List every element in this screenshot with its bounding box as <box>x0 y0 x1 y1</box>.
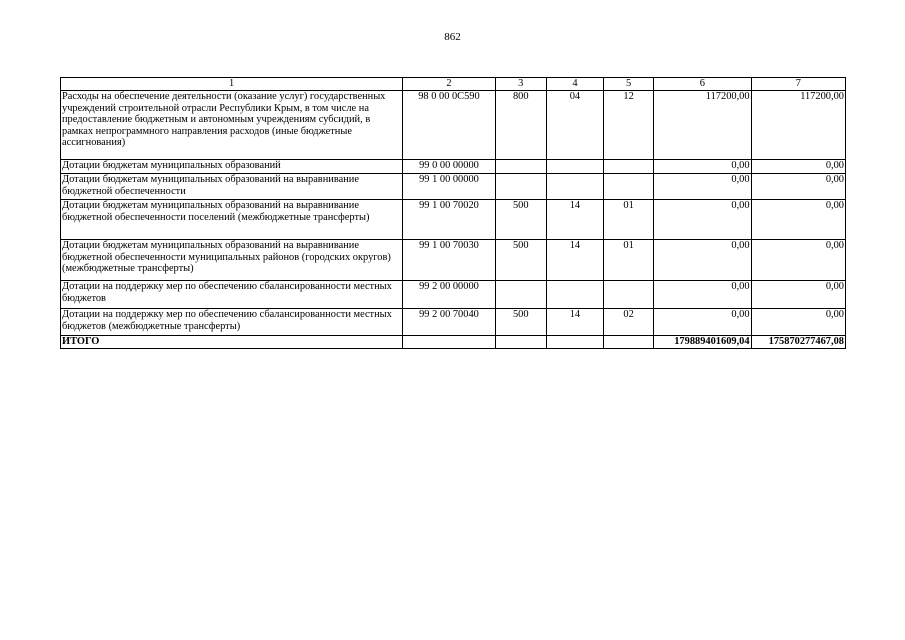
row-col5: 01 <box>604 240 654 281</box>
row-code: 99 0 00 00000 <box>403 160 495 174</box>
row-amount-6: 0,00 <box>654 309 751 336</box>
row-col3 <box>495 281 546 309</box>
row-col4 <box>546 160 603 174</box>
total-row <box>61 336 846 349</box>
row-code: 98 0 00 0С590 <box>403 91 495 160</box>
row-col4: 14 <box>546 200 603 240</box>
row-amount-7: 0,00 <box>751 309 845 336</box>
row-name: Дотации на поддержку мер по обеспечению сбалансированности местных бюджетов <box>61 281 403 309</box>
total-amount-7: 175870277467,08 <box>751 336 845 349</box>
row-amount-7: 0,00 <box>751 160 845 174</box>
row-col5 <box>604 160 654 174</box>
row-col4 <box>546 281 603 309</box>
row-amount-7: 0,00 <box>751 281 845 309</box>
page-number: 862 <box>444 31 461 43</box>
row-col3 <box>495 160 546 174</box>
row-col4: 14 <box>546 240 603 281</box>
row-col5: 12 <box>604 91 654 160</box>
row-amount-6: 117200,00 <box>654 91 751 160</box>
row-amount-6: 0,00 <box>654 240 751 281</box>
row-col5: 02 <box>604 309 654 336</box>
row-amount-7: 117200,00 <box>751 91 845 160</box>
row-code: 99 2 00 70040 <box>403 309 495 336</box>
col-header-4: 4 <box>546 78 603 91</box>
table-row <box>61 160 846 174</box>
row-code: 99 2 00 00000 <box>403 281 495 309</box>
row-col5 <box>604 174 654 200</box>
table-row <box>61 91 846 160</box>
row-amount-6: 0,00 <box>654 200 751 240</box>
col-header-6: 6 <box>654 78 751 91</box>
row-code: 99 1 00 70030 <box>403 240 495 281</box>
budget-table <box>60 77 846 349</box>
total-empty-cell <box>604 336 654 349</box>
table-row <box>61 281 846 309</box>
row-col5: 01 <box>604 200 654 240</box>
row-amount-6: 0,00 <box>654 281 751 309</box>
row-col5 <box>604 281 654 309</box>
row-amount-6: 0,00 <box>654 160 751 174</box>
table-row <box>61 240 846 281</box>
row-amount-7: 0,00 <box>751 200 845 240</box>
row-code: 99 1 00 00000 <box>403 174 495 200</box>
row-code: 99 1 00 70020 <box>403 200 495 240</box>
row-name: Дотации на поддержку мер по обеспечению сбалансированности местных бюджетов (межбюджетные трансферты) <box>61 309 403 336</box>
col-header-7: 7 <box>751 78 845 91</box>
row-name: Расходы на обеспечение деятельности (оказание услуг) государственных учреждений строительной отрасли Республики Крым, в том числе на предоставление бюджетным и автономным учреждениям субсидий, в рамках непрограммного направления расходов (иные бюджетные ассигнования) <box>61 91 403 160</box>
row-amount-7: 0,00 <box>751 174 845 200</box>
row-name: Дотации бюджетам муниципальных образований на выравнивание бюджетной обеспеченности муниципальных районов (городских округов) (межбюджетные трансферты) <box>61 240 403 281</box>
row-col3: 500 <box>495 240 546 281</box>
row-col4: 04 <box>546 91 603 160</box>
row-col3 <box>495 174 546 200</box>
table-row <box>61 174 846 200</box>
row-col3: 800 <box>495 91 546 160</box>
row-col3: 500 <box>495 200 546 240</box>
table-row <box>61 200 846 240</box>
row-col4: 14 <box>546 309 603 336</box>
total-empty-cell <box>546 336 603 349</box>
total-label: ИТОГО <box>61 336 403 349</box>
table-row <box>61 309 846 336</box>
row-amount-6: 0,00 <box>654 174 751 200</box>
row-col3: 500 <box>495 309 546 336</box>
row-col4 <box>546 174 603 200</box>
col-header-5: 5 <box>604 78 654 91</box>
row-amount-7: 0,00 <box>751 240 845 281</box>
col-header-1: 1 <box>61 78 403 91</box>
row-name: Дотации бюджетам муниципальных образований на выравнивание бюджетной обеспеченности поселений (межбюджетные трансферты) <box>61 200 403 240</box>
total-empty-cell <box>495 336 546 349</box>
total-empty-cell <box>403 336 495 349</box>
row-name: Дотации бюджетам муниципальных образований на выравнивание бюджетной обеспеченности <box>61 174 403 200</box>
total-amount-6: 179889401609,04 <box>654 336 751 349</box>
row-name: Дотации бюджетам муниципальных образований <box>61 160 403 174</box>
col-header-3: 3 <box>495 78 546 91</box>
col-header-2: 2 <box>403 78 495 91</box>
header-row <box>61 78 846 91</box>
